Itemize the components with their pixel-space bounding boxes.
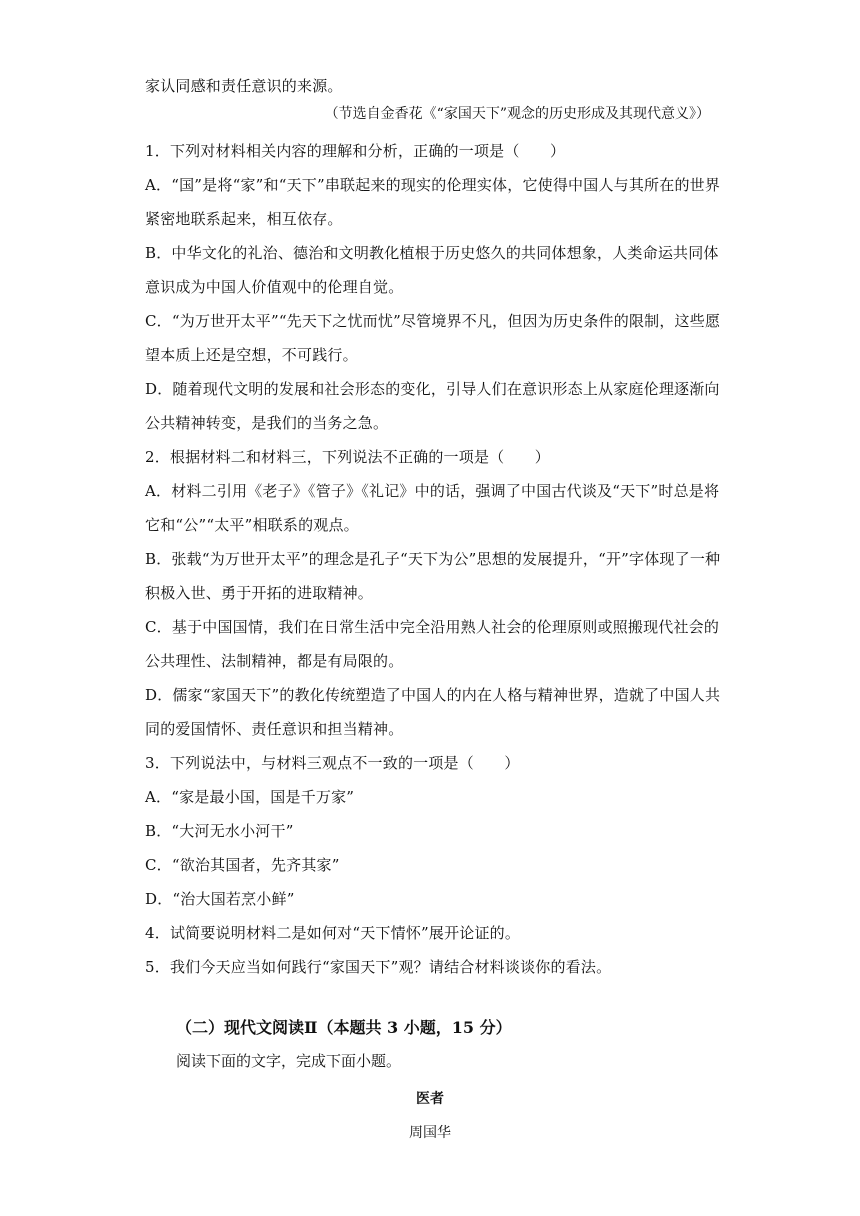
question-1-option-b-line-2: 意识成为中国人价值观中的伦理自觉。 — [145, 278, 404, 296]
question-2-option-d-line-1: D．儒家“家国天下”的教化传统塑造了中国人的内在人格与精神世界，造就了中国人共 — [145, 686, 721, 704]
story-author: 周国华 — [409, 1125, 451, 1141]
intro-tail-text: 家认同感和责任意识的来源。 — [145, 77, 343, 95]
question-2-option-b-line-2: 积极入世、勇于开拓的进取精神。 — [145, 584, 374, 602]
question-1-option-d-line-1: D．随着现代文明的发展和社会形态的变化，引导人们在意识形态上从家庭伦理逐渐向 — [145, 380, 720, 398]
question-2-option-c-line-2: 公共理性、法制精神，都是有局限的。 — [145, 652, 404, 670]
question-2-option-a-line-1: A．材料二引用《老子》《管子》《礼记》中的话，强调了中国古代谈及“天下”时总是将 — [145, 482, 720, 500]
section-instruction: 阅读下面的文字，完成下面小题。 — [176, 1052, 402, 1070]
question-2-option-d-line-2: 同的爱国情怀、责任意识和担当精神。 — [145, 720, 404, 738]
question-3-option-d: D．“治大国若烹小鲜” — [145, 890, 295, 908]
question-2-option-a-line-2: 它和“公”“太平”相联系的观点。 — [145, 516, 359, 534]
question-1-option-b-line-1: B．中华文化的礼治、德治和文明教化植根于历史悠久的共同体想象，人类命运共同体 — [145, 244, 719, 262]
question-1-option-d-line-2: 公共精神转变，是我们的当务之急。 — [145, 414, 389, 432]
question-1-option-c-line-2: 望本质上还是空想，不可践行。 — [145, 346, 358, 364]
question-3-stem: 3．下列说法中，与材料三观点不一致的一项是（ ） — [145, 754, 520, 772]
section-heading: （二）现代文阅读Ⅱ（本题共 3 小题，15 分） — [176, 1018, 512, 1037]
question-3-option-c: C．“欲治其国者，先齐其家” — [145, 856, 340, 874]
question-2-option-c-line-1: C．基于中国国情，我们在日常生活中完全沿用熟人社会的伦理原则或照搬现代社会的 — [145, 618, 720, 636]
question-2-option-b-line-1: B．张载“为万世开太平”的理念是孔子“天下为公”思想的发展提升，“开”字体现了一种 — [145, 550, 721, 568]
question-3-option-b: B．“大河无水小河干” — [145, 822, 294, 840]
question-5-stem: 5．我们今天应当如何践行“家国天下”观？请结合材料谈谈你的看法。 — [145, 958, 612, 976]
question-1-option-a-line-2: 紧密地联系起来，相互依存。 — [145, 210, 343, 228]
question-1-stem: 1．下列对材料相关内容的理解和分析，正确的一项是（ ） — [145, 142, 566, 160]
question-4-stem: 4．试简要说明材料二是如何对“天下情怀”展开论证的。 — [145, 924, 521, 942]
story-title: 医者 — [416, 1091, 444, 1107]
question-1-option-a-line-1: A．“国”是将“家”和“天下”串联起来的现实的伦理实体，它使得中国人与其所在的世界 — [145, 176, 721, 194]
question-1-option-c-line-1: C．“为万世开太平”“先天下之忧而忧”尽管境界不凡，但因为历史条件的限制，这些愿 — [145, 312, 721, 330]
question-2-stem: 2．根据材料二和材料三，下列说法不正确的一项是（ ） — [145, 448, 550, 466]
source-citation: （节选自金香花《“家国天下”观念的历史形成及其现代意义》） — [324, 106, 710, 122]
question-3-option-a: A．“家是最小国，国是千万家” — [145, 788, 355, 806]
